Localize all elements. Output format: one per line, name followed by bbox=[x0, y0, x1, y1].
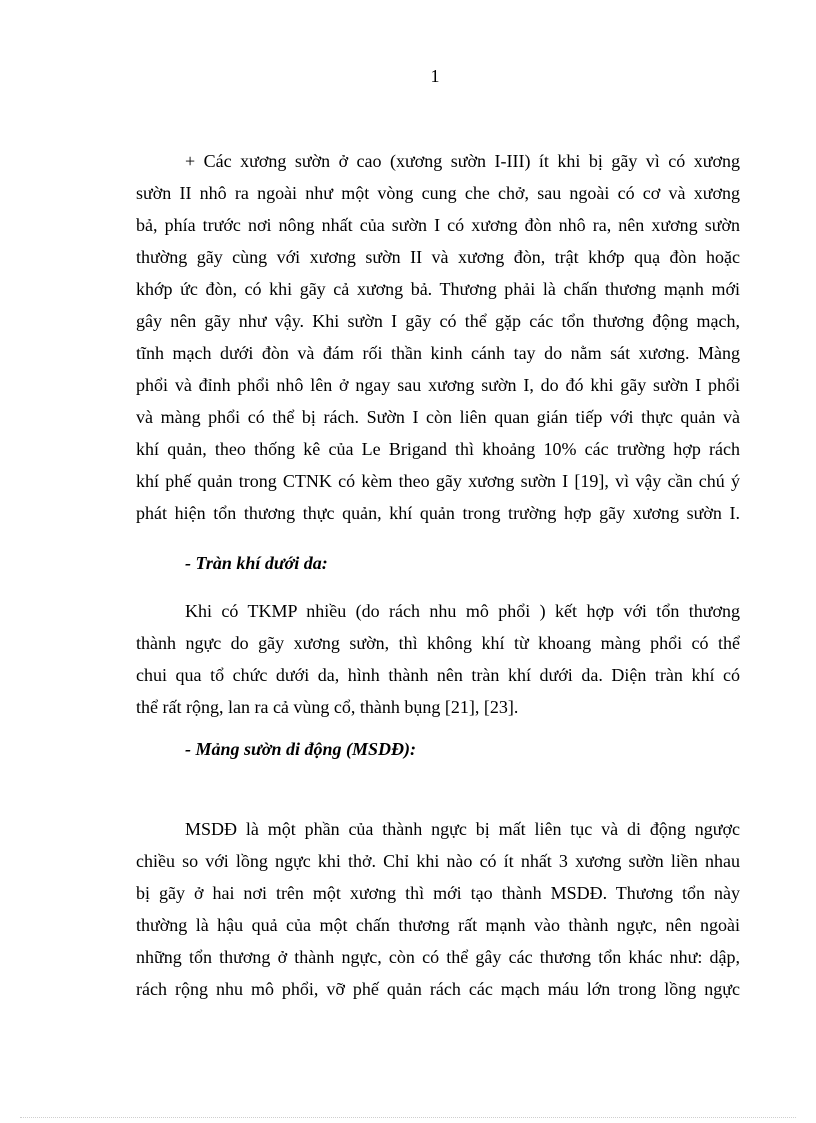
paragraph-line: tĩnh mạch dưới đòn và đám rối thần kinh cánh tay do nằm sát xương. Màng bbox=[136, 343, 740, 363]
paragraph-line: và màng phổi có thể bị rách. Sườn I còn liên quan gián tiếp với thực quản và bbox=[136, 407, 740, 427]
paragraph-line: chui qua tổ chức dưới da, hình thành nên tràn khí dưới da. Diện tràn khí có bbox=[136, 665, 740, 685]
paragraph-line: sườn II nhô ra ngoài như một vòng cung che chở, sau ngoài có cơ và xương bbox=[136, 183, 740, 203]
paragraph-line: khí phế quản trong CTNK có kèm theo gãy xương sườn I [19], vì vậy cần chú ý bbox=[136, 471, 740, 491]
paragraph-line: phổi và đỉnh phổi nhô lên ở ngay sau xương sườn I, do đó khi gãy sườn I phổi bbox=[136, 375, 740, 395]
paragraph-line: thể rất rộng, lan ra cả vùng cổ, thành bụng [21], [23]. bbox=[136, 697, 519, 717]
paragraph-line: bả, phía trước nơi nông nhất của sườn I có xương đòn nhô ra, nên xương sườn bbox=[136, 215, 740, 235]
paragraph-line: phát hiện tổn thương thực quản, khí quản trong trường hợp gãy xương sườn I. bbox=[136, 503, 740, 523]
paragraph-line: gây nên gãy như vậy. Khi sườn I gãy có thể gặp các tổn thương động mạch, bbox=[136, 311, 740, 331]
paragraph-line: + Các xương sườn ở cao (xương sườn I-III) ít khi bị gãy vì có xương bbox=[185, 151, 740, 171]
paragraph-line: khí quản, theo thống kê của Le Brigand thì khoảng 10% các trường hợp rách bbox=[136, 439, 740, 459]
paragraph-line: bị gãy ở hai nơi trên một xương thì mới tạo thành MSDĐ. Thương tổn này bbox=[136, 883, 740, 903]
page-number: 1 bbox=[430, 66, 440, 86]
paragraph-line: thường gãy cùng với xương sườn II và xương đòn, trật khớp quạ đòn hoặc bbox=[136, 247, 740, 267]
section-heading: - Mảng sườn di động (MSDĐ): bbox=[185, 739, 416, 759]
paragraph-line: rách rộng nhu mô phổi, vỡ phế quản rách các mạch máu lớn trong lồng ngực bbox=[136, 979, 740, 999]
paragraph-line: những tổn thương ở thành ngực, còn có thể gây các thương tổn khác như: dập, bbox=[136, 947, 740, 967]
section-heading: - Tràn khí dưới da: bbox=[185, 553, 328, 573]
paragraph-line: chiều so với lồng ngực khi thở. Chỉ khi nào có ít nhất 3 xương sườn liền nhau bbox=[136, 851, 740, 871]
paragraph-line: Khi có TKMP nhiều (do rách nhu mô phổi ) kết hợp với tổn thương bbox=[185, 601, 740, 621]
page-bottom-rule bbox=[20, 1117, 796, 1118]
paragraph-line: thường là hậu quả của một chấn thương rất mạnh vào thành ngực, nên ngoài bbox=[136, 915, 740, 935]
paragraph-line: MSDĐ là một phần của thành ngực bị mất liên tục và di động ngược bbox=[185, 819, 740, 839]
paragraph-line: thành ngực do gãy xương sườn, thì không khí từ khoang màng phổi có thể bbox=[136, 633, 740, 653]
paragraph-line: khớp ức đòn, có khi gãy cả xương bả. Thương phải là chấn thương mạnh mới bbox=[136, 279, 740, 299]
